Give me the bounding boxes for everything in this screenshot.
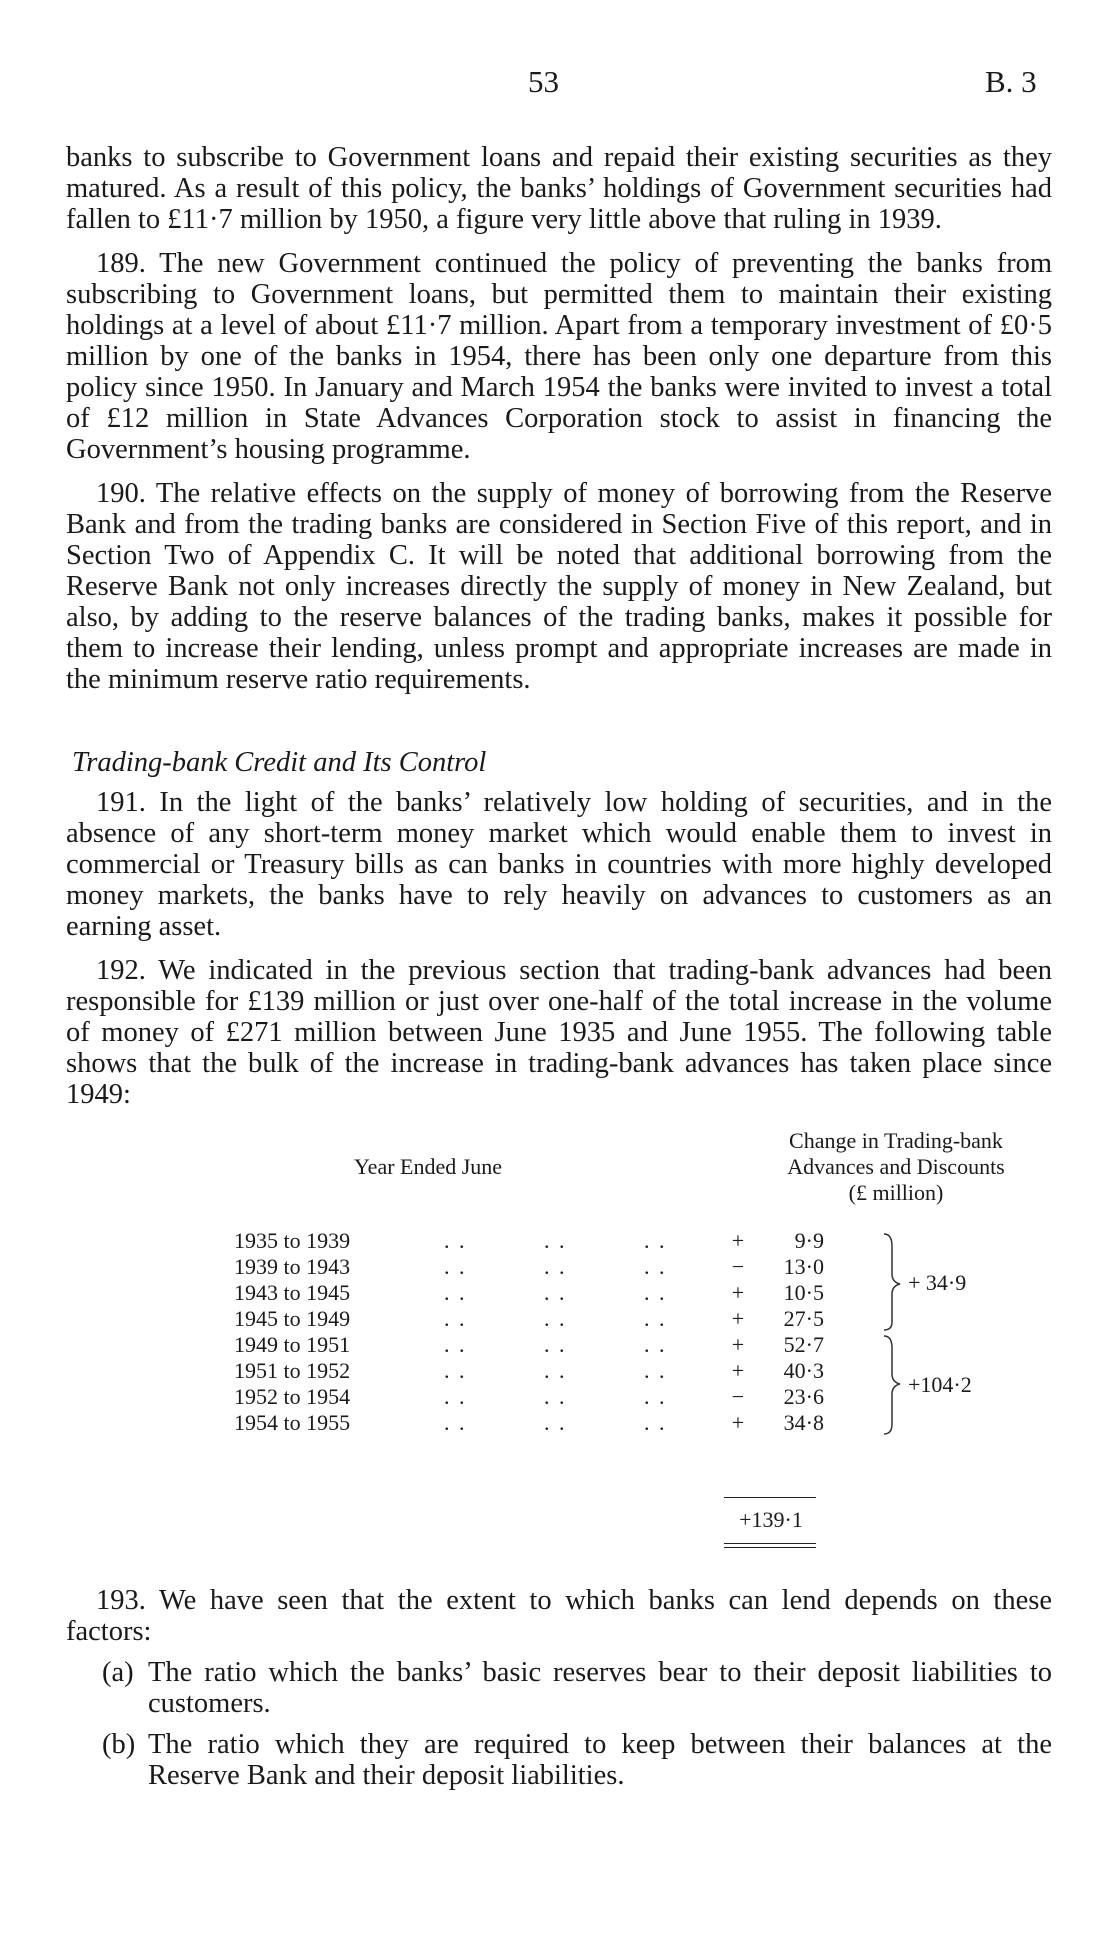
value-cell: 27·5 bbox=[783, 1306, 824, 1331]
value-cell: 10·5 bbox=[783, 1280, 824, 1305]
group-1-total: + 34·9 bbox=[908, 1270, 967, 1295]
total-rule bbox=[724, 1497, 816, 1498]
document-reference: B. 3 bbox=[985, 64, 1037, 99]
leader-dots: . . bbox=[444, 1280, 467, 1305]
column-header-year: Year Ended June bbox=[354, 1154, 503, 1179]
paragraph-189: 189. The new Government continued the policy of preventing the banks from subscribing to Government loans, but permitted them to maintain their existing holdings at a level of about £11·7 million. Apart from a temporary investment of £0·5 million by one of the banks in 1954, there has been only one departure from this policy since 1950. In January and March 1954 the banks were invited to invest a total of £12 million in State Advances Corporation stock to assist in financing the Government’s housing programme. bbox=[66, 248, 1052, 465]
value-cell: 52·7 bbox=[783, 1332, 824, 1357]
leader-dots: . . bbox=[644, 1410, 667, 1435]
list-letter: (a) bbox=[102, 1657, 134, 1688]
column-header-change-line1: Change in Trading-bank bbox=[789, 1128, 1003, 1153]
leader-dots: . . bbox=[544, 1358, 567, 1383]
list-letter: (b) bbox=[102, 1729, 136, 1760]
page-number: 53 bbox=[528, 64, 559, 99]
leader-dots: . . bbox=[444, 1306, 467, 1331]
table-total bbox=[66, 1493, 1052, 1563]
sign-cell: + bbox=[731, 1228, 745, 1253]
leader-dots: . . bbox=[444, 1254, 467, 1279]
sign-cell: + bbox=[731, 1358, 745, 1383]
leader-dots: . . bbox=[544, 1228, 567, 1253]
leader-dots: . . bbox=[544, 1306, 567, 1331]
value-cell: 23·6 bbox=[783, 1384, 824, 1409]
period-cell: 1935 to 1939 bbox=[234, 1228, 351, 1253]
page-body bbox=[66, 142, 1052, 1791]
leader-dots: . . bbox=[444, 1358, 467, 1383]
leader-dots: . . bbox=[544, 1410, 567, 1435]
table-header bbox=[66, 1128, 1052, 1228]
group-2-total: +104·2 bbox=[908, 1372, 972, 1397]
list-text: The ratio which the banks’ basic reserves bear to their deposit liabilities to customers. bbox=[148, 1657, 1052, 1719]
grand-total: +139·1 bbox=[739, 1507, 803, 1532]
leader-dots: . . bbox=[544, 1332, 567, 1357]
sign-cell: + bbox=[731, 1332, 745, 1357]
value-cell: 40·3 bbox=[783, 1358, 824, 1383]
list-text: The ratio which they are required to keep between their balances at the Reserve Bank and their deposit liabilities. bbox=[148, 1729, 1052, 1791]
period-cell: 1939 to 1943 bbox=[234, 1254, 351, 1279]
paragraph-193: 193. We have seen that the extent to which banks can lend depends on these factors: bbox=[66, 1585, 1052, 1647]
column-header-change-line3: (£ million) bbox=[848, 1180, 944, 1205]
column-header-change bbox=[706, 1128, 1086, 1206]
leader-dots: . . bbox=[644, 1358, 667, 1383]
leader-dots: . . bbox=[644, 1306, 667, 1331]
period-cell: 1954 to 1955 bbox=[234, 1410, 351, 1435]
leader-dots: . . bbox=[444, 1384, 467, 1409]
sign-cell: − bbox=[731, 1384, 745, 1409]
sign-cell: + bbox=[731, 1410, 745, 1435]
leader-dots: . . bbox=[444, 1228, 467, 1253]
paragraph-191: 191. In the light of the banks’ relatively low holding of securities, and in the absence of any short-term money market which would enable them to invest in commercial or Treasury bills as can banks in countries with more highly developed money markets, the banks have to rely heavily on advances to customers as an earning asset. bbox=[66, 787, 1052, 942]
value-cell: 13·0 bbox=[783, 1254, 824, 1279]
paragraph-190: 190. The relative effects on the supply of money of borrowing from the Reserve Bank and from the trading banks are considered in Section Five of this report, and in Section Two of Appendix C. It will be noted that additional borrowing from the Reserve Bank not only increases directly the supply of money in New Zealand, but also, by adding to the reserve balances of the trading banks, makes it possible for them to increase their lending, unless prompt and appropriate increases are made in the minimum reserve ratio requirements. bbox=[66, 478, 1052, 695]
section-heading: Trading-bank Credit and Its Control bbox=[72, 747, 487, 778]
leader-dots: . . bbox=[644, 1280, 667, 1305]
value-cell: 34·8 bbox=[783, 1410, 824, 1435]
table-rows bbox=[66, 1228, 1052, 1493]
paragraph-192: 192. We indicated in the previous section that trading-bank advances had been responsible for £139 million or just over one-half of the total increase in the volume of money of £271 million between June 1935 and June 1955. The following table shows that the bulk of the increase in trading-bank advances has taken place since 1949: bbox=[66, 955, 1052, 1110]
period-cell: 1951 to 1952 bbox=[234, 1358, 351, 1383]
sign-cell: − bbox=[731, 1254, 745, 1279]
leader-dots: . . bbox=[444, 1410, 467, 1435]
leader-dots: . . bbox=[444, 1332, 467, 1357]
leader-dots: . . bbox=[644, 1332, 667, 1357]
column-header-change-line2: Advances and Discounts bbox=[787, 1154, 1005, 1179]
period-cell: 1943 to 1945 bbox=[234, 1280, 351, 1305]
leader-dots: . . bbox=[544, 1280, 567, 1305]
leader-dots: . . bbox=[644, 1228, 667, 1253]
leader-dots: . . bbox=[544, 1384, 567, 1409]
period-cell: 1949 to 1951 bbox=[234, 1332, 351, 1357]
leader-dots: . . bbox=[644, 1384, 667, 1409]
leader-dots: . . bbox=[644, 1254, 667, 1279]
paragraph-continued: banks to subscribe to Government loans and repaid their existing securities as they matured. As a result of this policy, the banks’ holdings of Government securities had fallen to £11·7 million by 1950, a figure very little above that ruling in 1939. bbox=[66, 142, 1052, 235]
list-item bbox=[102, 1657, 1052, 1719]
list-item bbox=[102, 1729, 1052, 1791]
period-cell: 1945 to 1949 bbox=[234, 1306, 351, 1331]
sign-cell: + bbox=[731, 1306, 745, 1331]
sign-cell: + bbox=[731, 1280, 745, 1305]
value-cell: 9·9 bbox=[794, 1228, 824, 1253]
double-rule-bottom bbox=[724, 1547, 816, 1548]
period-cell: 1952 to 1954 bbox=[234, 1384, 351, 1409]
double-rule-top bbox=[724, 1543, 816, 1544]
leader-dots: . . bbox=[544, 1254, 567, 1279]
